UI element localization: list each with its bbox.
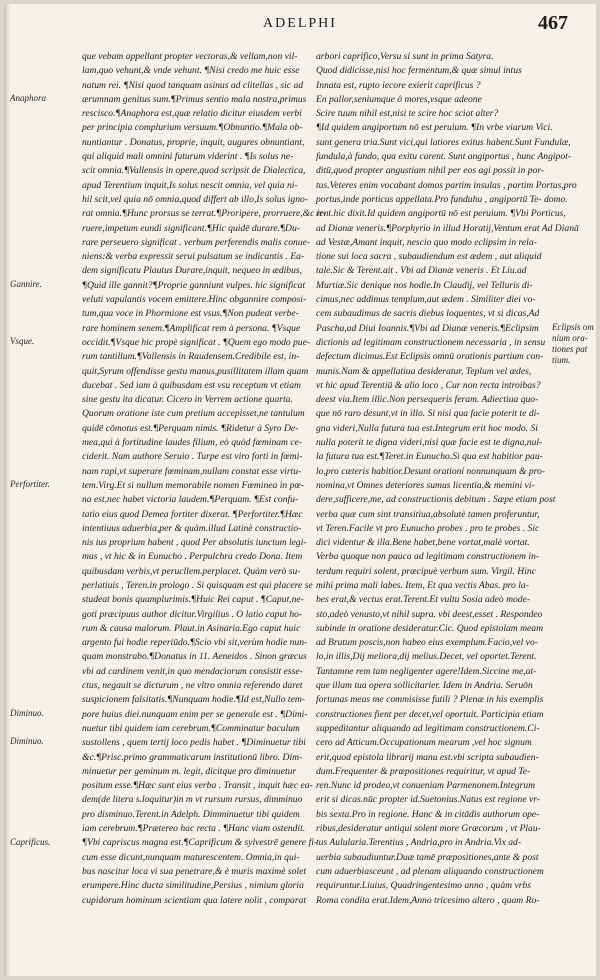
text-line: nuntiantur . Donatus, proprie, inquit, augures obnuntiant, [82, 136, 305, 148]
text-line: lo,pro cæteris habitior.Desunt orationi nonnunquam & pro- [316, 465, 546, 477]
margin-note: Caprificus. [10, 836, 51, 847]
text-line: arbori caprifico,Versu si sunt in prima Satyra. [316, 51, 494, 62]
text-line: nulla poterit te digna videri,nisi quæ facie est te digna,nul- [316, 437, 543, 449]
margin-note: Eclipsis om nium ora- tiones pat tium. [552, 321, 594, 365]
text-line: tem.Virg.Et si nullum memorabile nomen Fœminea in pœ- [82, 479, 304, 491]
text-line: dem significatu Plautus Durare,inquit, nequeo in ædibus, [82, 265, 303, 277]
text-line: rum & causa malorum. Plaut.in Asinaria.Ego caput huic [82, 622, 301, 634]
text-line: dictionis ad legitimam constructionem necessaria , in sensu [316, 336, 546, 348]
text-line: fortunas meas me commisisse futili ? Plenæ in his exemplis [316, 694, 544, 706]
text-line: ¶Quid ille gannit?¶Proprie ganniunt vulpes. hic significat [82, 279, 306, 291]
text-line: quidē cōmotus est.¶Perquam nimis. ¶Ridetur à Syro De- [82, 422, 299, 434]
text-line: defectum dicimus.Est Eclipsis omnū orationis partium con- [316, 351, 544, 363]
text-line: tum,qua voce in Phormione est vsus.¶Non pudeat verbe- [82, 308, 299, 320]
text-line: Quorum oratione iste cum pretium accepisset,ne tantulum [82, 408, 305, 420]
margin-note: Vsque. [10, 336, 35, 346]
text-line: cum esse dicunt,nunquam maturescentem. Omnia,in qui- [82, 851, 300, 863]
text-line: veluti vapulantis vocem emittere.Hinc obgannire composi- [82, 294, 307, 306]
text-line: Murtiæ.Sic denique nos hodie.In Claudij, vel Telluris di- [316, 279, 533, 291]
text-line: Innata est, rupto iecore exierit caprificus ? [316, 79, 481, 91]
text-line: lam,quo vehunt,& vnde vehunt. ¶Nisi credo me huic esse [82, 65, 300, 77]
text-line: ribus,desideratur antiqui solent more Græcorum , vt Plau- [316, 823, 541, 835]
text-line: fundula,à fundo, qua exitu carent. Sunt angiportus , hunc Angipot- [316, 151, 572, 163]
text-line: positum esse.¶Hæc sunt eius verba . Transit , inquit hæc ea- [82, 780, 313, 792]
text-line: sustollens , quem tertij loco pedis habet . ¶Diminuetur tibi [82, 737, 306, 749]
text-line: natum rei. ¶Nisi quod tanquam asinus ad clitellas , sic ad [82, 79, 304, 91]
text-line: rescisco.¶Anaphora est,quæ relatio dicitur eiusdem verbi [82, 108, 302, 120]
text-line: tus Aulularia.Terentius , Andria,pro in Andria.Vix ad- [316, 837, 522, 849]
text-line: mea,qui à fortitudine laudes filium, eò quòd fœminam ce- [82, 437, 303, 449]
text-line: deest via.Item illic.Non persequeris feram. Adiectiua quo- [316, 394, 539, 406]
text-line: Pascha,ad Diui Ioannis.¶Vbi ad Dianæ veneris.¶Eclipsim [316, 322, 539, 334]
text-line: terdum requiri solent, præcipuè verbum sum. Virgil. Hinc [316, 565, 536, 577]
text-line: ad Brutum poscis,non habeo eius exemplum.Facio,vel vo- [316, 637, 538, 649]
text-line: cero ad Atticum.Occupationum mearum ,vel hoc signum [316, 737, 532, 749]
text-line: sunt genera tria.Sunt vici,qui latiores exitus habent.Sunt Fundulæ, [316, 136, 571, 148]
text-line: sto,adeò venusto,vt nihil supra. vbi deest,esset . Respondeo [316, 608, 543, 620]
text-line: cem subaudimus de sacris diebus loquentes, vt si dicas,Ad [316, 308, 540, 320]
text-line: ad Dianæ veneris.¶Porphyrio in illud Horatij,Ventum erat Ad Dianā [316, 222, 579, 234]
text-line: qui aliquid mali omnini futurum viderint . ¶Is solus ne- [82, 151, 294, 163]
text-line: tatio eius quod Demea fortiter dixerat. ¶Perfortiter.¶Hæc [82, 508, 303, 520]
text-line: minuetur per geminum m. legit, dicitque pro diminuetur [82, 765, 297, 777]
text-line: ¶Vbi capriscus magna est.¶Caprificum & sylvestrē genere fi- [82, 837, 318, 849]
text-line: ren.Nunc id prodeo,vt conueniam Parmenonem.Integrum [316, 780, 536, 792]
text-line: apud Terentium inquit,Is solus nescit omnia, vel quia ni- [82, 179, 298, 191]
text-line: bes erat,& vectus erat.Terent.Et vultu Sosia adeò mode- [316, 594, 531, 606]
text-line: nis ius proprium habent , quod Per absolutis iunctum legi- [82, 537, 307, 549]
text-line: bus nascitur loca vi sua penetrare,& è muris maximè solet [82, 865, 307, 877]
text-line: cum aduerbiasceunt , ad plenam aliquando constructionem [316, 865, 544, 877]
text-line: sine gestu ita dicatur. Cicero in Verrem actione quarta. [82, 394, 293, 406]
text-line: quit,Syrum offendisse gestu manus,pusillitatem illam quam [82, 365, 309, 377]
text-line: ¶Id quidem angiportum nō est peruium. ¶In vrbe viarum Vici. [316, 122, 553, 134]
text-line: nam rapi,vt superare fœminam,nullam constat esse virtu- [82, 465, 302, 477]
text-line: que nō raro desunt,vt in illo. Si nisi qua facie poterit te di- [316, 408, 540, 420]
text-line: argento fui hodie reperiūdo.¶Scio vbi sit,verùm hodie nun- [82, 637, 308, 649]
text-line: &c.¶Prisc.primo grammaticarum institutionū libro. Dim- [82, 751, 303, 763]
text-line: gna videri,Nulla futura tua est.Integrum erit hoc modo. Si [316, 422, 538, 434]
text-line: En pallor,seniumque ô mores,vsque adeone [316, 93, 482, 105]
text-line: que illam tua opera sollicitarier. Idem in Andria. Seruōn [316, 680, 533, 692]
text-line: rare perseuero significat . verbum perferendis malis conue- [82, 236, 311, 248]
text-line: hil scit,vel quia nō omnia,quod differt ab illo,Is solus igno- [82, 193, 308, 205]
text-line: la futura tua est.¶Teret.in Eunucho.Si qua est habitior pau- [316, 451, 543, 463]
text-line: cupidorum hominum scientiam qua latere nolit , comparat [82, 894, 307, 906]
text-line: mus , vt hic & in Eunucho . Perpulchra credo Dona. Item [82, 551, 303, 563]
text-line: erumpere.Hinc ducta similitudine,Persius , nimium gloria [82, 880, 304, 892]
text-line: munis.Nam & appellatiua desideratur, Teplum vel ædes, [316, 365, 532, 377]
text-line: dere,sufficere,me, ad constructionis debitum . Sæpe etiam post [316, 494, 556, 506]
text-line: quam monstrabo.¶Donatus in 11. Aeneidos . Sinon græcus [82, 651, 307, 663]
page-number: 467 [538, 12, 568, 34]
text-line: ærumnam genitus sum.¶Primus sentio mala nostra,primus [82, 93, 307, 105]
margin-note: Anaphora [10, 92, 46, 103]
text-line: verba quæ cum sint transitiua,absolutè tamen proferuntur, [316, 508, 540, 520]
text-line: suspicionem falsitatis.¶Nunquam hodie.¶Id est,Nullo tem- [82, 694, 305, 706]
text-line: nomina,vt Omnes deteriores sumus licentia,& memini vi- [316, 479, 535, 491]
page-header [4, 12, 596, 42]
text-line: intentiuus aduerbia,per & quàm.illud Latinè constructio- [82, 522, 302, 534]
text-line: tus.Veteres enim vocabant domos partim insulas , partim Portus,pro [316, 179, 577, 191]
text-line: quibusdam verbis,vt perucllem.perplacet. Quàm verò su- [82, 565, 301, 577]
text-line: ditū,quod propter angustiam nihil per eos agi possit in por- [316, 165, 545, 177]
text-line: rare hominem senem.¶Amplificat rem à persona. ¶Vsque [82, 322, 301, 334]
margin-note: Diminuo. [10, 707, 44, 718]
text-line: bis sexta.Pro in regione. Hanc & in citādis authorum ope- [316, 808, 540, 820]
running-head: ADELPHI [263, 16, 337, 31]
margin-note: Perfortiter. [10, 479, 50, 489]
text-line: pro disminuo.Terent.in Adelph. Dimminuetur tibi quidem [82, 808, 300, 820]
page-gutter-shadow [4, 4, 10, 976]
text-line: perlatiuis , Teren.in prologo . Si quisquam est qui placere se [82, 579, 313, 591]
text-line: ruere,impetum eundi significant.¶Hic quidē durare.¶Du- [82, 222, 300, 234]
book-page [4, 4, 596, 976]
text-line: na est,nec habet victoria laudem.¶Perquam. ¶Est confu- [82, 494, 299, 506]
text-line: goti præcipuus author dicitur.Virgilius . O latio caput ho- [82, 608, 303, 620]
text-line: suppeditantur aliquando ad legitimam constructionem.Ci- [316, 722, 540, 734]
text-line: dici videntur & illa.Bene habet,bene vortat,malè vortat. [316, 537, 530, 549]
text-line: uerbia subaudiuntur.Duæ tamē præpositiones,ante & post [316, 851, 539, 863]
text-line: rat omnia.¶Hunc prorsus se terrat.¶Proripere, prorruere,&c ir- [82, 208, 327, 220]
margin-note: Diminuo. [10, 736, 44, 747]
text-line: dum.Frequenter & præpositiones requiritur, vt apud Te- [316, 765, 531, 777]
text-line: niens:& verba expressit serui pulsatum se indicantis . Ea- [82, 251, 305, 263]
text-line: ciderit. Nam authore Seruio . Turpe est viro forti in fœmi- [82, 451, 303, 463]
text-line: erit si dicas.nūc propter id.Suetonius.Natus est regione vr- [316, 794, 540, 806]
text-line: ctus, negauit se dicturum , ne vltro omnia referendo daret [82, 680, 303, 692]
text-line: vt hic apud Terentiū & alio loco , Cur non recta introibas? [316, 379, 541, 391]
text-line: studeat bonis quamplurimis.¶Huic Rei caput . ¶Caput,ne- [82, 594, 304, 606]
text-line: rent.hic dixit.Id quidem angiportū nō est peruium. ¶Vbi Porticus, [316, 208, 566, 220]
text-line: constructiones fient per decet,vel oportuit. Participia etiam [316, 708, 544, 720]
margin-note: Gannire. [10, 278, 42, 289]
text-line: requiruntur.Liuius, Quadringentesimo anno , quàm vrbs [316, 880, 531, 892]
text-line: Verba quoque non pauca ad legitimam constructionem in- [316, 551, 540, 563]
text-line: per principia complurium versuum.¶Obnuntio.¶Mala ob- [82, 122, 303, 134]
text-line: iam cerebrum.¶Prætereo hac recta . ¶Hanc viam ostendit. [82, 823, 306, 835]
left-text-column [82, 50, 327, 908]
text-line: cimus,nec addimus templum,aut ædem . Similiter diei vo- [316, 294, 536, 306]
text-line: Quod didicisse,nisi hoc fermentum,& quæ simul intus [316, 65, 522, 77]
text-line: que vebam appellant propter vectoras,& vellam,non vil- [82, 51, 298, 62]
text-line: dem(de litera s.loquitur)in m vt rursum rursus, dimminuo [82, 794, 303, 806]
text-line: tione sui loca sacra , subaudiendum est ædem , aut aliquid [316, 251, 542, 263]
text-line: vbi ad cardinem venit,in quo mendaciorum consistit esse- [82, 665, 303, 677]
text-line: ad Vestæ,Amant inquit, nescio quo modo eclipsim in rela- [316, 236, 537, 248]
text-line: Scire tuum nihil est,nisi te scire hoc sciat alter? [316, 108, 499, 120]
text-line: portus,inde porticus appellata.Pro funduhu , angiportū Te- domo. [316, 193, 568, 205]
text-line: ducebat . Sed iam à quibusdam est vsu receptum vt etiam [82, 379, 301, 391]
text-line: pore huius diei.nunquam enim per se generale est . ¶Dimi- [82, 708, 308, 720]
text-line: Roma condita erat.Idem,Anno tricesimo altero , quam Ro- [316, 894, 540, 906]
text-line: mihi prima mali labes. Item, Et qua vectis Abas. pro la- [316, 579, 529, 591]
text-line: erit,quod epistola librarij manu est.vbi scripta subaudien- [316, 751, 539, 763]
text-line: Tantamne rem tam negligenter agere!Idem.Siccine me,at- [316, 665, 537, 677]
text-line: tale.Sic & Terent.ait . Vbi ad Dianæ veneris . Et Liu.ad [316, 265, 527, 277]
text-line: subinde in oratione desideratur.Cic. Quod epistolam meam [316, 622, 544, 634]
text-line: lo,in illis,Dij meliora,dij melius.Decet, vel oportet.Terent. [316, 651, 537, 663]
text-line: vt Teren.Facile vt pro Eunucho probes . pro te probes . Sic [316, 522, 540, 534]
text-line: rum tantillum.¶Vallensis in Raudensem.Credibile est, in- [82, 351, 300, 363]
text-line: occidit.¶Vsque hic propè significat . ¶Quem ego modo pue- [82, 336, 311, 348]
text-line: nuetur tibi quidem iam cerebrum.¶Comminatur baculum [82, 722, 300, 734]
text-line: scit omnia.¶Vallensis in opere,quod scripsit de Dialectica, [82, 165, 306, 177]
